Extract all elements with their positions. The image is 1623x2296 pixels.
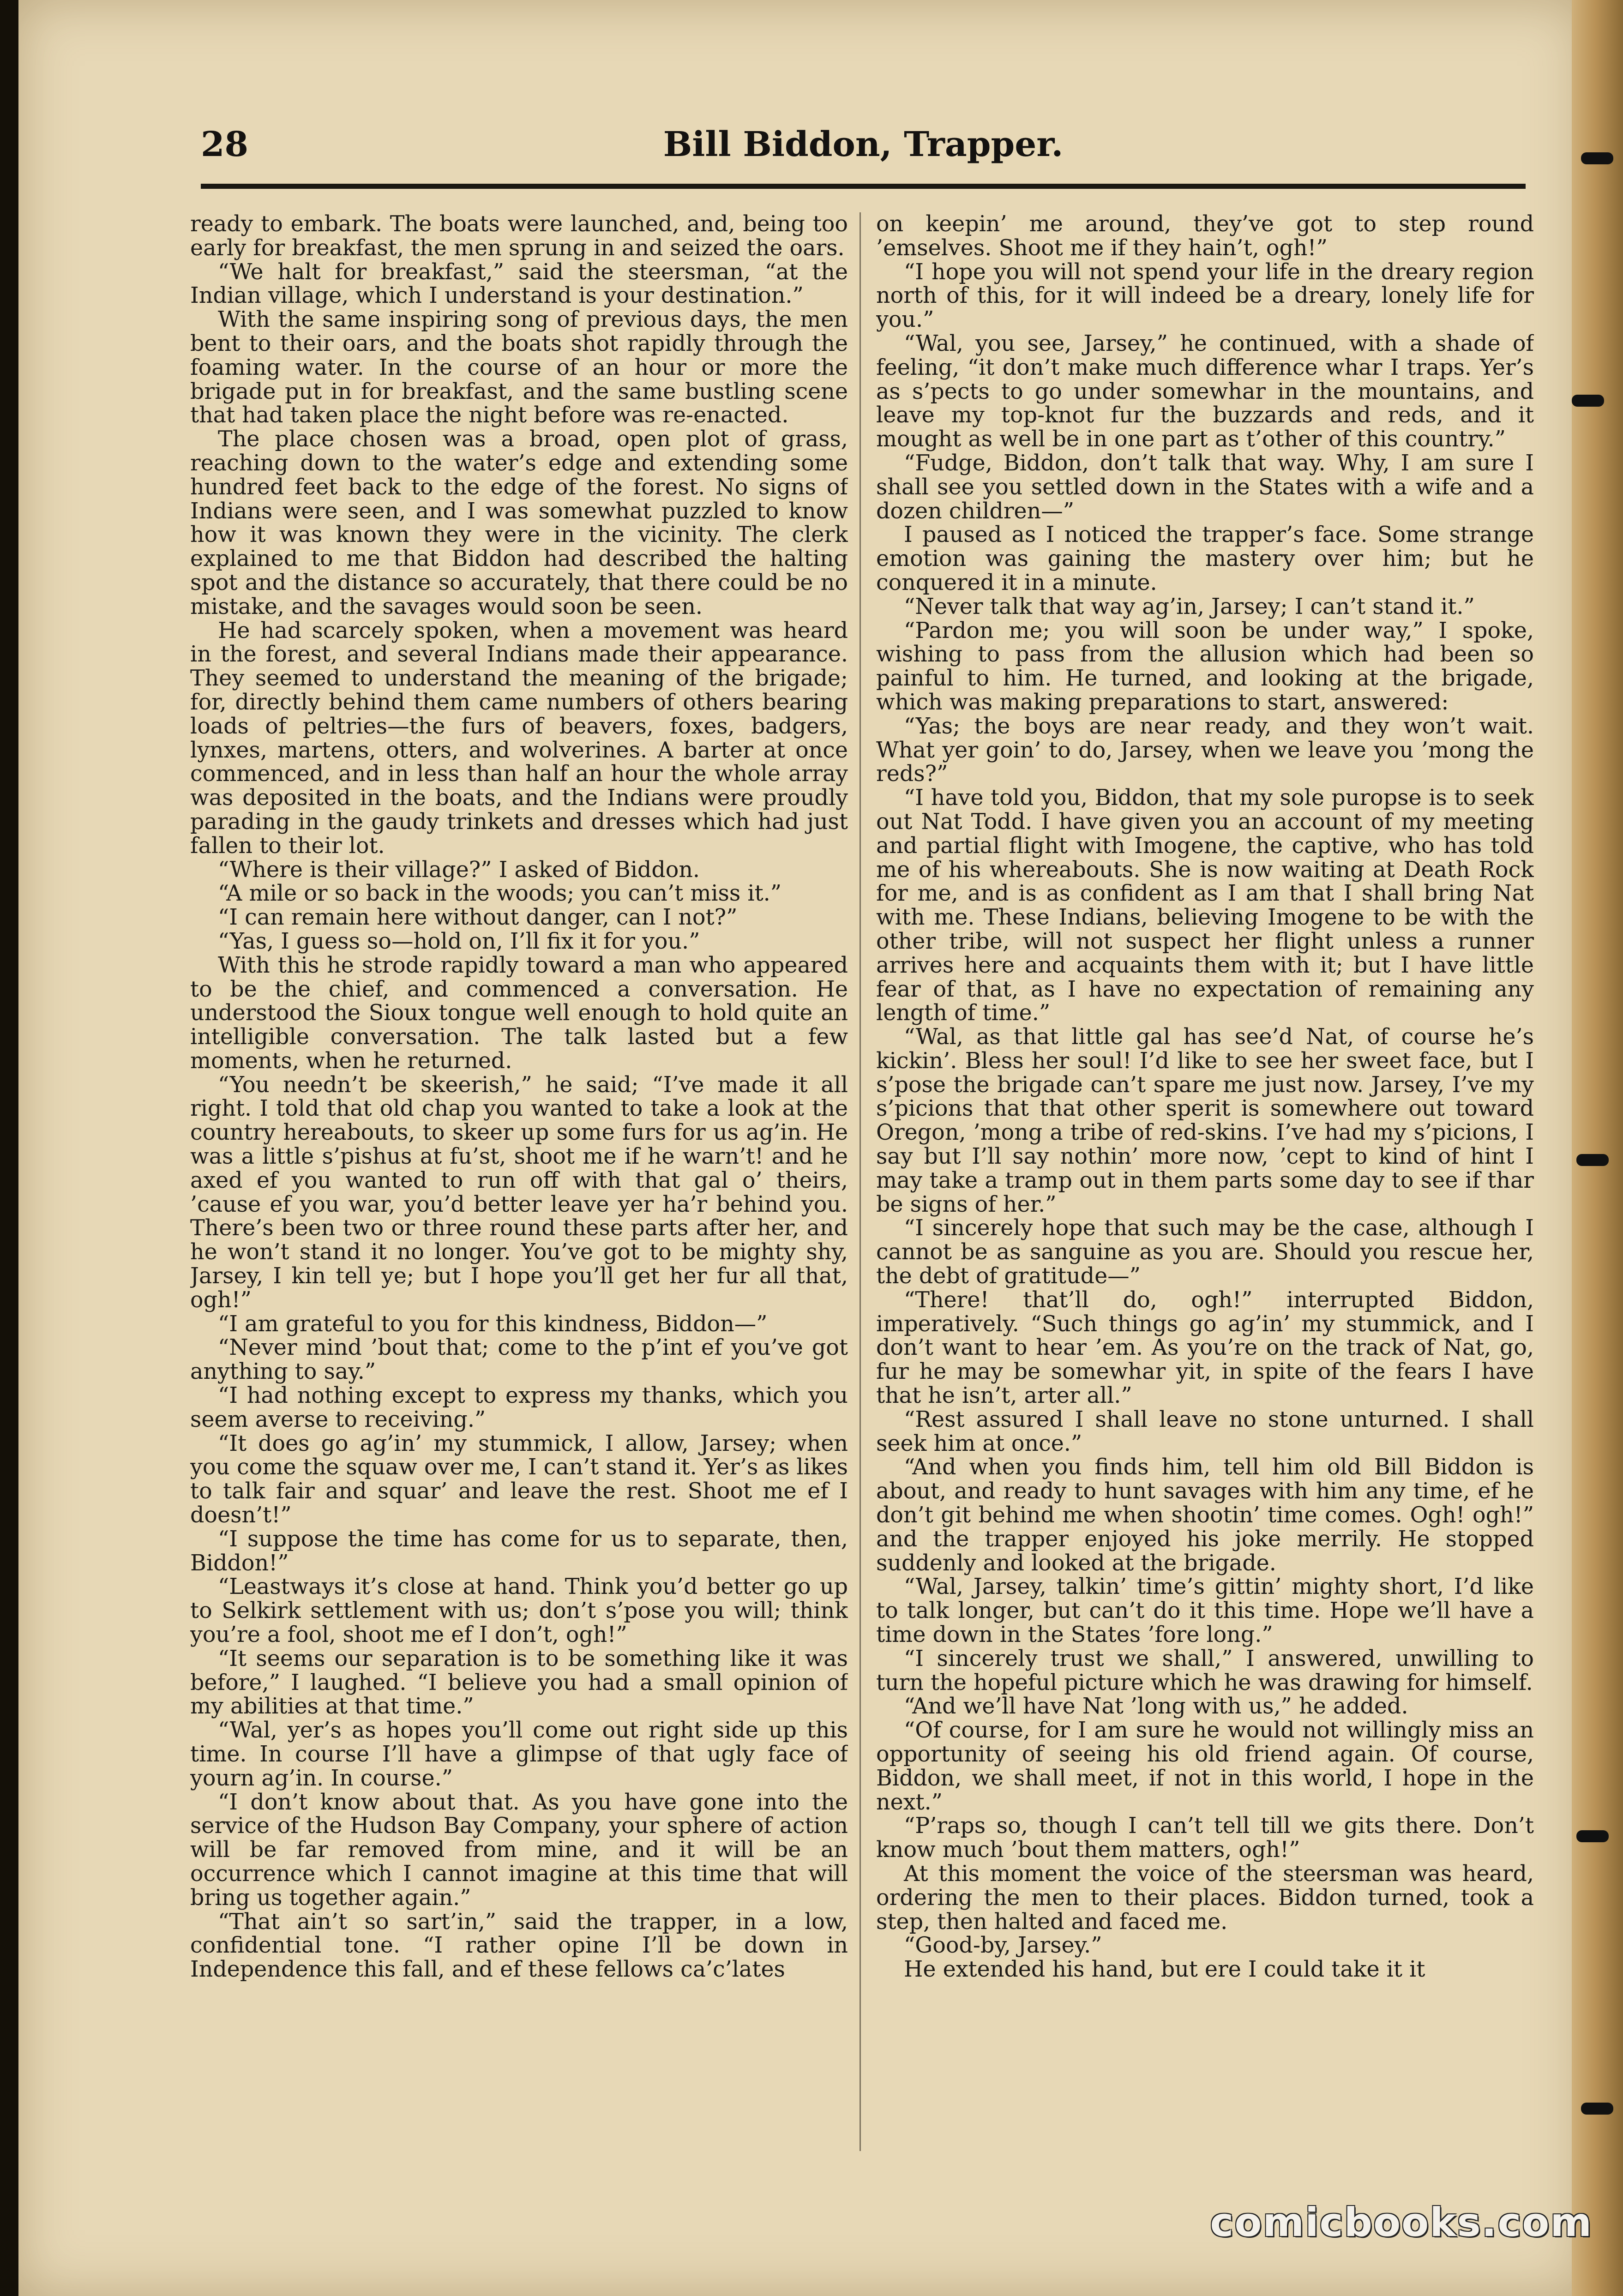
paragraph: “I suppose the time has come for us to separate, then, Biddon!” (190, 1526, 848, 1576)
paragraph: “That ain’t so sart’in,” said the trapper, in a low, confidential tone. “I rather opine I’ll be down in Independence this fall, and ef these fellows ca’c’lates (190, 1909, 848, 1983)
paragraph: “Leastways it’s close at hand. Think you’d better go up to Selkirk settlement with us; don’t s’pose you will; think you’re a fool, shoot me ef I don’t, ogh!” (190, 1574, 848, 1648)
paragraph: “Wal, yer’s as hopes you’ll come out right side up this time. In course I’ll have a glimpse of that ugly face of yourn ag’in. In course.” (190, 1718, 848, 1791)
paragraph: “Fudge, Biddon, don’t talk that way. Why, I am sure I shall see you settled down in the States with a wife and a dozen children—” (876, 450, 1534, 524)
running-head (201, 125, 1526, 175)
binding-stitch (1572, 395, 1604, 407)
paragraph: “It seems our separation is to be something like it was before,” I laughed. “I believe you had a small opinion of my abilities at that time.” (190, 1646, 848, 1719)
paragraph: ready to embark. The boats were launched, and, being too early for breakfast, the men sprung in and seized the oars. (190, 212, 848, 261)
paragraph: “And when you finds him, tell him old Bill Biddon is about, and ready to hunt savages with him any time, ef he don’t git behind me when shootin’ time comes. Ogh! ogh!” and the trapper enjoyed his joke merrily. He stopped suddenly and looked at the brigade. (876, 1455, 1534, 1576)
paragraph: “I sincerely hope that such may be the case, although I cannot be as sanguine as you are. Should you rescue her, the debt of gratitude—” (876, 1215, 1534, 1289)
paragraph: “Yas, I guess so—hold on, I’ll fix it for you.” (218, 928, 700, 954)
paragraph: “I don’t know about that. As you have gone into the service of the Hudson Bay Company, your sphere of action will be far removed from mine, and it will be an occurrence which I cannot imagine at this time that will bring us together again.” (190, 1789, 848, 1911)
paragraph: “Wal, you see, Jarsey,” he continued, with a shade of feeling, “it don’t make much difference whar I traps. Yer’s as s’pects to go under somewhar in the mountains, and leave my top-knot fur the buzzards and reds, and it mought as well be in one part as t’other of this country.” (876, 331, 1534, 452)
page-title: Bill Biddon, Trapper. (663, 125, 1064, 164)
page-number: 28 (201, 125, 248, 164)
paragraph: With this he strode rapidly toward a man who appeared to be the chief, and commenced a conversation. He understood the Sioux tongue well enough to hold quite an intelligible conversation. The talk lasted but a few moments, when he returned. (190, 952, 848, 1074)
paragraph: “Of course, for I am sure he would not willingly miss an opportunity of seeing his old friend again. Of course, Biddon, we shall meet, if not in this world, I hope in the next.” (876, 1718, 1534, 1815)
paragraph: “I hope you will not spend your life in the dreary region north of this, for it will indeed be a dreary, lonely life for you.” (876, 259, 1534, 333)
paragraph: “P’raps so, though I can’t tell till we gits there. Don’t know much ’bout them matters, ogh!” (876, 1813, 1534, 1863)
paragraph: “I sincerely trust we shall,” I answered, unwilling to turn the hopeful picture which he was drawing for himself. (876, 1646, 1534, 1695)
paragraph: “It does go ag’in’ my stummick, I allow, Jarsey; when you come the squaw over me, I can’t stand it. Yer’s as likes to talk fair and squar’ and leave the rest. Shoot me ef I doesn’t!” (190, 1430, 848, 1528)
paragraph: “A mile or so back in the woods; you can’t miss it.” (218, 881, 782, 907)
binding-stitch (1581, 152, 1613, 164)
paragraph: “I can remain here without danger, can I not?” (218, 905, 738, 931)
binding-stitch (1581, 2103, 1613, 2115)
left-text-column (190, 212, 848, 2156)
watermark: comicbooks.com (1210, 2200, 1593, 2246)
paragraph: He had scarcely spoken, when a movement was heard in the forest, and several Indians made their appearance. They seemed to understand the meaning of the brigade; for, directly behind them came numbers of others bearing loads of peltries—the furs of beavers, foxes, badgers, lynxes, martens, otters, and wolverines. A barter at once commenced, and in less than half an hour the whole array was deposited in the boats, and the Indians were proudly parading in the gaudy trinkets and dresses which had just fallen to their lot. (190, 618, 848, 859)
paragraph: “Wal, Jarsey, talkin’ time’s gittin’ mighty short, I’d like to talk longer, but can’t do it this time. Hope we’ll have a time down in the States ’fore long.” (876, 1574, 1534, 1648)
paragraph: “Where is their village?” I asked of Biddon. (218, 857, 700, 883)
paragraph: “I am grateful to you for this kindness, Biddon—” (218, 1311, 768, 1337)
column-divider (860, 212, 861, 2151)
binding-stitch (1576, 1830, 1609, 1842)
paragraph: At this moment the voice of the steersman was heard, ordering the men to their places. Biddon turned, took a step, then halted and faced me. (876, 1861, 1534, 1935)
paragraph: “I have told you, Biddon, that my sole puropse is to seek out Nat Todd. I have given you an account of my meeting and partial flight with Imogene, the captive, who has told me of his whereabouts. She is now waiting at Death Rock for me, and is as confident as I am that I shall bring Nat with me. These Indians, believing Imogene to be with the other tribe, will not suspect her flight unless a runner arrives here and acquaints them with it; but I have little fear of that, as I have no expectation of remaining any length of time.” (876, 785, 1534, 1026)
paragraph: “Never talk that way ag’in, Jarsey; I can’t stand it.” (904, 594, 1475, 619)
book-spine (1572, 0, 1623, 2296)
paragraph: “Rest assured I shall leave no stone unturned. I shall seek him at once.” (876, 1406, 1534, 1456)
paragraph: “You needn’t be skeerish,” he said; “I’ve made it all right. I told that old chap you wanted to take a look at the country hereabouts, to skeer up some furs for us ag’in. He was a little s’pishus at fu’st, shoot me if he warn’t! and he axed ef you wanted to run off with that gal o’ theirs, ’cause ef you war, you’d better leave yer ha’r behind you. There’s been two or three round these parts after her, and he won’t stand it no longer. You’ve got to be mighty shy, Jarsey, I kin tell ye; but I hope you’ll get her fur all that, ogh!” (190, 1072, 848, 1313)
paragraph: “Yas; the boys are near ready, and they won’t wait. What yer goin’ to do, Jarsey, when we leave you ’mong the reds?” (876, 713, 1534, 787)
right-text-column (876, 212, 1534, 2156)
paragraph: on keepin’ me around, they’ve got to step round ’emselves. Shoot me if they hain’t, ogh!” (876, 212, 1534, 261)
paragraph: He extended his hand, but ere I could take it it (904, 1957, 1425, 1983)
paragraph: “Pardon me; you will soon be under way,” I spoke, wishing to pass from the allusion which had been so painful to him. He turned, and looking at the brigade, which was making preparations to start, answered: (876, 618, 1534, 715)
paragraph: “There! that’ll do, ogh!” interrupted Biddon, imperatively. “Such things go ag’in’ my stummick, and I don’t want to hear ’em. As you’re on the track of Nat, go, fur he may be somewhar yit, in spite of the fears I have that he isn’t, arter all.” (876, 1287, 1534, 1409)
paragraph: With the same inspiring song of previous days, the men bent to their oars, and the boats shot rapidly through the foaming water. In the course of an hour or more the brigade put in for breakfast, and the same bustling scene that had taken place the night before was re-enacted. (190, 307, 848, 428)
paragraph: “And we’ll have Nat ’long with us,” he added. (904, 1694, 1408, 1719)
paragraph: “I had nothing except to express my thanks, which you seem averse to receiving.” (190, 1383, 848, 1432)
paragraph: “Wal, as that little gal has see’d Nat, of course he’s kickin’. Bless her soul! I’d like to see her sweet face, but I s’pose the brigade can’t spare me just now. Jarsey, I’ve my s’picions that that other sperit is somewhere out toward Oregon, ’mong a tribe of red-skins. I’ve had my s’picions, I say but I’ll say nothin’ more now, ’cept to kind of hint I may take a tramp out in them parts some day to see if thar be signs of her.” (876, 1024, 1534, 1217)
book-page (18, 0, 1583, 2296)
header-rule (201, 184, 1526, 189)
paragraph: “Good-by, Jarsey.” (904, 1933, 1102, 1959)
paragraph: “Never mind ’bout that; come to the p’int ef you’ve got anything to say.” (190, 1335, 848, 1385)
paragraph: I paused as I noticed the trapper’s face. Some strange emotion was gaining the mastery over him; but he conquered it in a minute. (876, 522, 1534, 595)
paragraph: “We halt for breakfast,” said the steersman, “at the Indian village, which I understand is your destination.” (190, 259, 848, 309)
paragraph: The place chosen was a broad, open plot of grass, reaching down to the water’s edge and extending some hundred feet back to the edge of the forest. No signs of Indians were seen, and I was somewhat puzzled to know how it was known they were in the vicinity. The clerk explained to me that Biddon had described the halting spot and the distance so accurately, that there could be no mistake, and the savages would soon be seen. (190, 427, 848, 619)
binding-stitch (1576, 1154, 1609, 1166)
